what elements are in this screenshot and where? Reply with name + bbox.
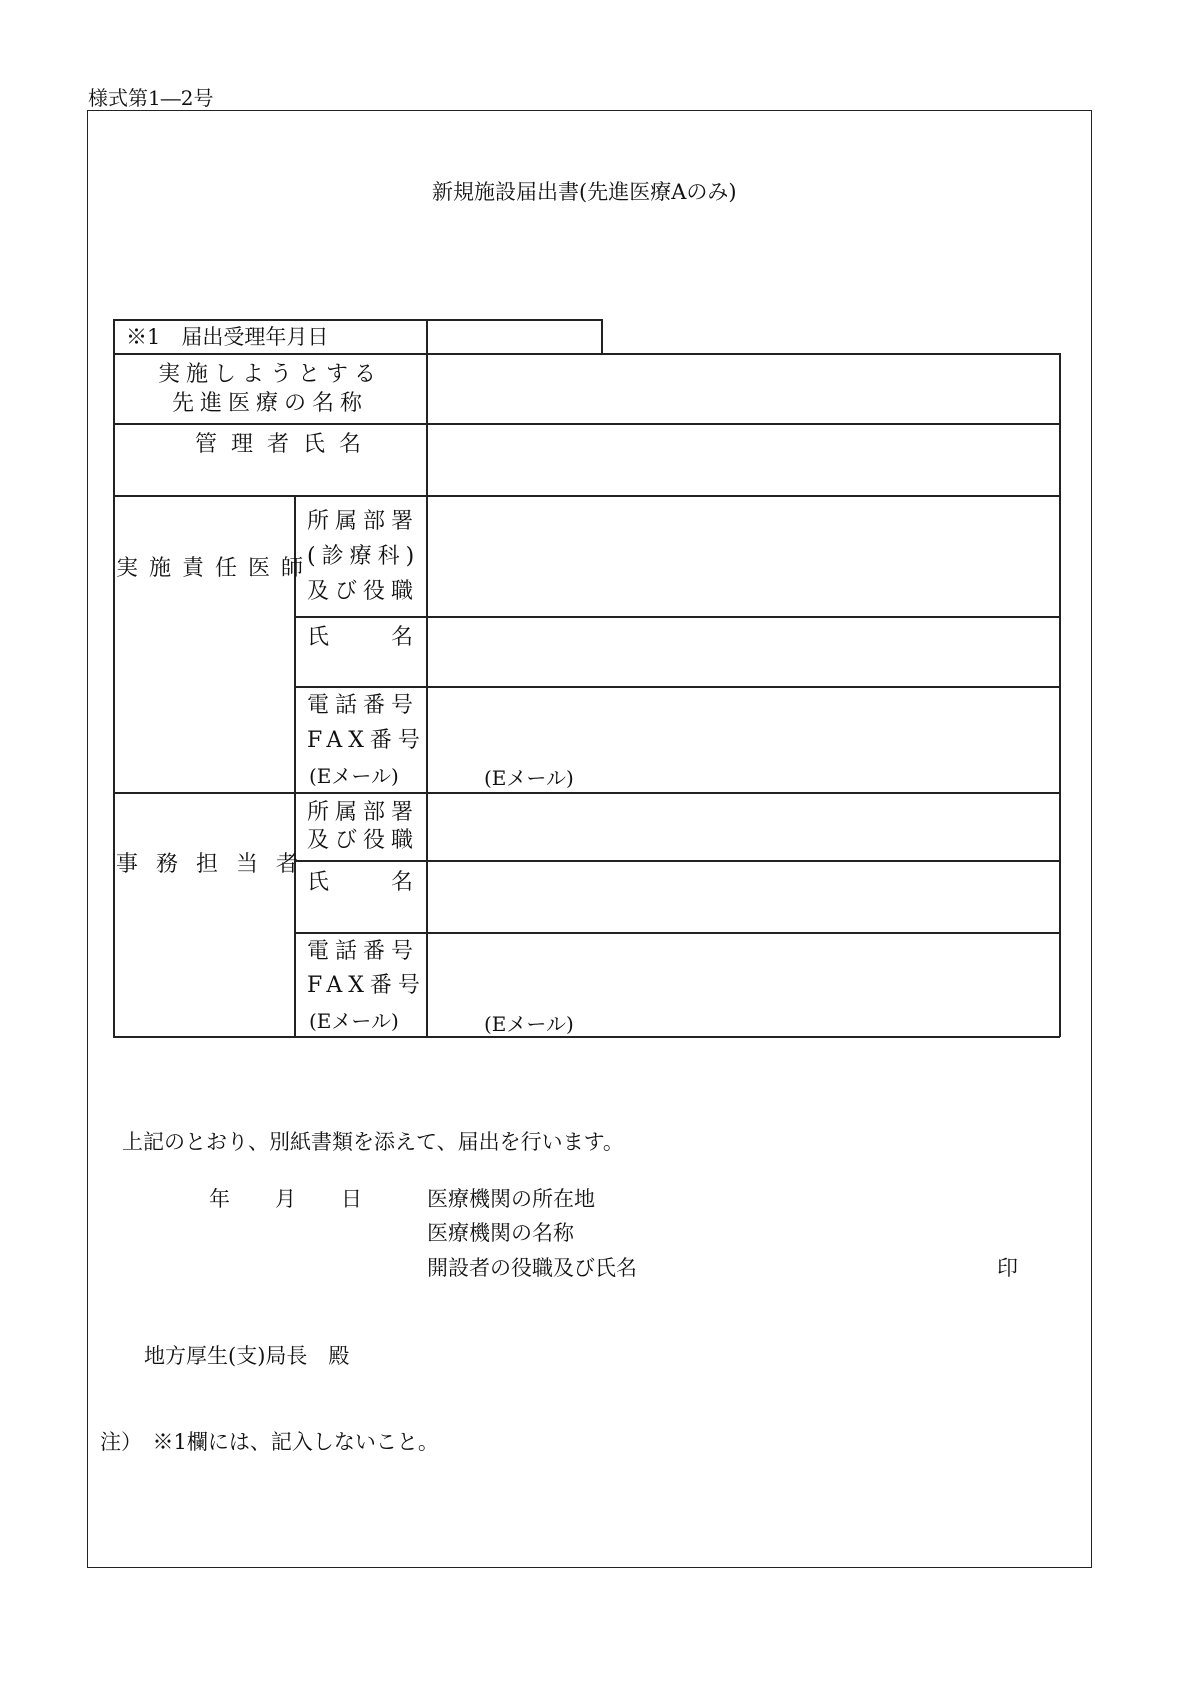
clerk-dept-label-1: 所属部署 [307,800,420,825]
date-day-label: 日 [341,1187,362,1211]
table-line [426,319,428,1037]
physician-phone-label-3: (Eメール) [309,764,399,788]
table-line [113,1036,1060,1038]
tech-name-label-1: 実施しようとする [157,362,382,387]
tech-name-label-2: 先進医療の名称 [171,391,368,416]
receipt-date-label: ※1 届出受理年月日 [126,325,329,349]
table-line [601,319,603,354]
note-text: 注） ※1欄には、記入しないこと。 [100,1430,439,1454]
clerk-phone-label-3: (Eメール) [309,1009,399,1033]
date-month-label: 月 [275,1187,296,1211]
date-year-label: 年 [209,1187,230,1211]
manager-label: 管理者氏名 [195,432,376,457]
physician-phone-label-1: 電話番号 [307,693,420,718]
institution-name-label: 医療機関の名称 [427,1221,574,1245]
table-line [113,319,115,1037]
document-title: 新規施設届出書(先進医療Aのみ) [432,180,737,204]
clerk-group-label: 事務担当者 [116,852,317,877]
physician-dept-label-1: 所属部署 [307,509,420,534]
table-line [295,860,1060,862]
founder-label: 開設者の役職及び氏名 [427,1256,637,1280]
physician-name-label: 氏 名 [307,625,420,650]
table-line [113,495,1060,497]
clerk-name-label: 氏 名 [307,870,420,895]
physician-dept-label-3: 及び役職 [307,579,420,604]
clerk-dept-label-2: 及び役職 [307,828,420,853]
physician-phone-label-2: FAX番号 [307,728,426,753]
table-line [113,792,1060,794]
table-line [1059,353,1061,1037]
form-number: 様式第1―2号 [88,86,214,110]
physician-dept-label-2: (診療科) [307,544,421,569]
seal-mark: 印 [997,1256,1018,1280]
addressee: 地方厚生(支)局長 殿 [144,1344,350,1368]
physician-group-label: 実施責任医師 [116,556,315,581]
table-line [295,616,1060,618]
statement-text: 上記のとおり、別紙書類を添えて、届出を行います。 [122,1130,624,1154]
clerk-phone-label-1: 電話番号 [307,939,420,964]
physician-email-value: (Eメール) [484,766,574,790]
institution-address-label: 医療機関の所在地 [427,1187,595,1211]
clerk-phone-label-2: FAX番号 [307,973,426,998]
table-line [295,932,1060,934]
table-line [295,686,1060,688]
table-line [113,423,1060,425]
clerk-email-value: (Eメール) [484,1012,574,1036]
